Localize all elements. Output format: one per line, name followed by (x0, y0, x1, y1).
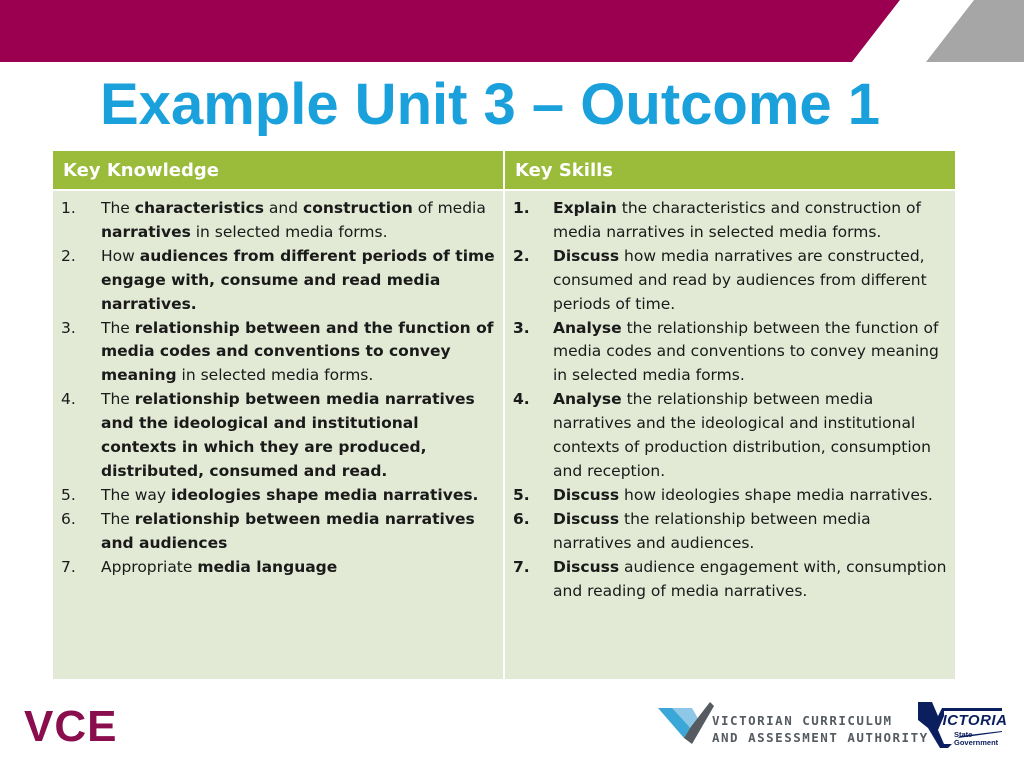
list-item-number: 5. (513, 485, 530, 504)
skills-list-item (513, 317, 947, 389)
list-item-number: 5. (61, 485, 76, 504)
text-run: of media (412, 199, 486, 217)
bold-text-run: Discuss (553, 509, 620, 528)
text-run: audience engagement with, consumption and reading of media narratives. (553, 557, 947, 600)
bold-text-run: relationship between and the function of media codes and conventions to convey meaning (101, 318, 494, 385)
list-item-number: 6. (513, 509, 530, 528)
skills-list-item (513, 508, 947, 556)
list-item-text (553, 508, 947, 556)
text-run: in selected media forms. (176, 366, 374, 385)
skills-list-item (513, 388, 947, 484)
knowledge-list-item (61, 556, 495, 580)
text-run: the relationship between media narratives and audiences. (553, 509, 871, 552)
text-run: The (101, 318, 135, 337)
list-item-text (101, 388, 495, 484)
vce-logo: VCE (24, 702, 118, 751)
list-item-text (553, 388, 947, 484)
header-key-skills: Key Skills (505, 151, 955, 189)
bold-text-run: Discuss (553, 557, 620, 576)
outcome-table (53, 151, 955, 679)
bold-text-run: audiences from different periods of time engage with, consume and read media narratives. (101, 246, 495, 313)
bold-text-run: relationship between media narratives and audiences (101, 509, 475, 552)
bold-text-run: Discuss (553, 485, 620, 504)
bold-text-run: Analyse (553, 390, 622, 409)
list-item-number: 2. (513, 246, 530, 265)
bold-text-run: relationship between media narratives and the ideological and institutional contexts in which they are produced, distributed, consumed and read. (101, 390, 475, 480)
top-banner (0, 0, 1024, 62)
list-item-text (553, 197, 947, 245)
bold-text-run: characteristics (134, 199, 264, 217)
list-item-number: 7. (61, 557, 76, 576)
list-item-number: 2. (61, 246, 76, 265)
skills-list-item (513, 484, 947, 508)
key-knowledge-cell (53, 191, 503, 679)
list-item-text (101, 197, 495, 245)
bold-text-run: Analyse (553, 318, 622, 337)
list-item-number: 7. (513, 557, 530, 576)
bold-text-run: media language (197, 557, 338, 576)
text-run: Appropriate (101, 557, 198, 576)
list-item-text (553, 556, 947, 604)
knowledge-list-item (61, 197, 495, 245)
bold-text-run: Explain (553, 199, 617, 217)
text-run: how ideologies shape media narratives. (619, 485, 933, 504)
skills-list-item (513, 245, 947, 317)
list-item-text (553, 484, 947, 508)
text-run: the relationship between media narratives and the ideological and institutional contexts of production distribution, consumption and reception. (553, 390, 931, 480)
list-item-number: 3. (513, 318, 530, 337)
list-item-number: 1. (513, 199, 530, 217)
text-run: The (101, 509, 135, 528)
skills-list-item (513, 556, 947, 604)
header-key-knowledge: Key Knowledge (53, 151, 503, 189)
text-run: and (263, 199, 303, 217)
knowledge-list-item (61, 508, 495, 556)
vcaa-chevron-icon (658, 702, 714, 746)
list-item-text (101, 484, 495, 508)
skills-list-item (513, 197, 947, 245)
bold-text-run: construction (303, 199, 413, 217)
list-item-text (553, 317, 947, 389)
list-item-number: 3. (61, 318, 76, 337)
text-run: The (101, 390, 135, 409)
vcaa-logo-text: VICTORIAN CURRICULUM AND ASSESSMENT AUTHORITY (712, 713, 929, 745)
list-item-text (101, 556, 495, 580)
page-title: Example Unit 3 – Outcome 1 (100, 72, 881, 137)
list-item-number: 6. (61, 509, 76, 528)
victoria-logo-name: VICTORIA (932, 712, 1008, 729)
victoria-logo-subtitle: State Government (954, 730, 999, 747)
list-item-text (101, 317, 495, 389)
knowledge-list-item (61, 484, 495, 508)
text-run: the characteristics and construction of media narratives in selected media forms. (553, 199, 921, 241)
text-run: The way (101, 485, 172, 504)
text-run: How (101, 246, 140, 265)
bold-text-run: Discuss (553, 246, 620, 265)
list-item-number: 1. (61, 199, 76, 217)
list-item-text (101, 245, 495, 317)
list-item-text (101, 508, 495, 556)
text-run: how media narratives are constructed, consumed and read by audiences from different periods of time. (553, 246, 927, 313)
text-run: in selected media forms. (190, 222, 388, 241)
key-skills-list (513, 197, 947, 603)
bold-text-run: narratives (101, 222, 191, 241)
key-knowledge-list (61, 197, 495, 580)
key-skills-cell (505, 191, 955, 679)
list-item-number: 4. (513, 390, 530, 409)
knowledge-list-item (61, 245, 495, 317)
knowledge-list-item (61, 317, 495, 389)
list-item-number: 4. (61, 390, 76, 409)
knowledge-list-item (61, 388, 495, 484)
text-run: The (101, 199, 135, 217)
text-run: the relationship between the function of media codes and conventions to convey meaning in selected media forms. (553, 318, 939, 385)
bold-text-run: ideologies shape media narratives. (171, 485, 479, 504)
list-item-text (553, 245, 947, 317)
